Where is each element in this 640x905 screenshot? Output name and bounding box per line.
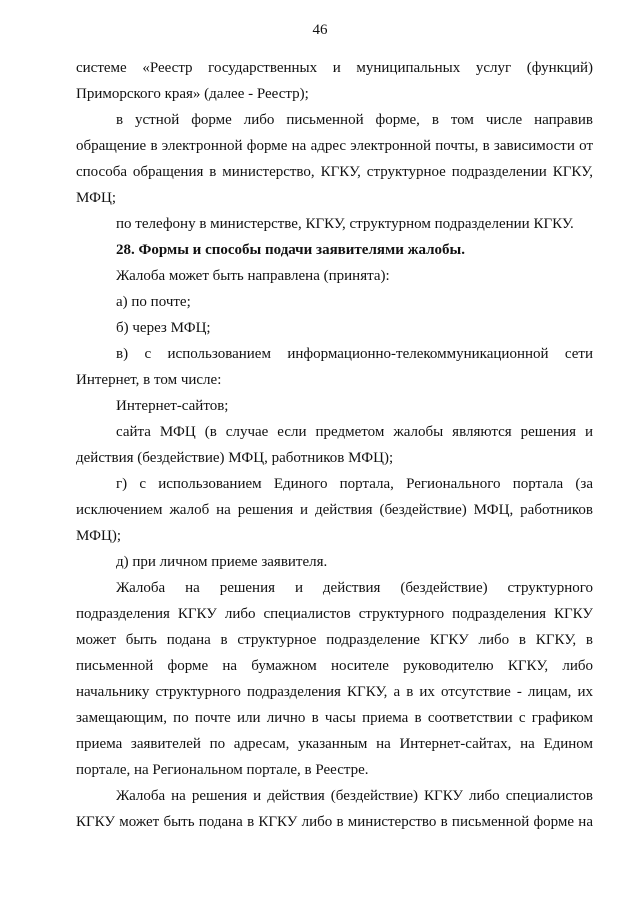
paragraph: в устной форме либо письменной форме, в том числе направив обращение в электронной форме на адрес электронной почты, в зависимости от способа обращения в министерство, КГКУ, структурное подразделении КГКУ, МФЦ; (76, 112, 593, 206)
paragraph: Жалоба на решения и действия (бездействие) структурного подразделения КГКУ либо специалистов структурного подразделения КГКУ может быть подана в структурное подразделение КГКУ либо в КГКУ, в письменной форме на бумажном носителе руководителю КГКУ, либо начальнику структурного подразделения КГКУ, а в их отсутствие - лицам, их замещающим, по почте или лично в часы приема в соответствии с графиком приема заявителей по адресам, указанным на Интернет-сайтах, на Едином портале, на Региональном портале, в Реестре. (76, 580, 593, 778)
paragraph: системе «Реестр государственных и муниципальных услуг (функций) Приморского края» (далее - Реестр); (76, 60, 593, 102)
list-item: в) с использованием информационно-телекоммуникационной сети Интернет, в том числе: (76, 346, 593, 388)
list-item: г) с использованием Единого портала, Регионального портала (за исключением жалоб на решения и действия (бездействие) МФЦ, работников МФЦ); (76, 476, 593, 544)
paragraph: Жалоба на решения и действия (бездействие) КГКУ либо специалистов КГКУ может быть подана в КГКУ либо в министерство в письменной форме на (76, 788, 593, 830)
document-body (76, 55, 593, 835)
list-item: д) при личном приеме заявителя. (116, 554, 328, 570)
paragraph: Жалоба может быть направлена (принята): (116, 268, 390, 284)
list-item: а) по почте; (116, 294, 191, 310)
section-heading: 28. Формы и способы подачи заявителями жалобы. (116, 242, 465, 258)
page-number: 46 (312, 22, 328, 38)
paragraph: сайта МФЦ (в случае если предметом жалобы являются решения и действия (бездействие) МФЦ, работников МФЦ); (76, 424, 593, 466)
paragraph: Интернет-сайтов; (116, 398, 229, 414)
list-item: б) через МФЦ; (116, 320, 211, 336)
paragraph: по телефону в министерстве, КГКУ, структурном подразделении КГКУ. (116, 216, 574, 232)
